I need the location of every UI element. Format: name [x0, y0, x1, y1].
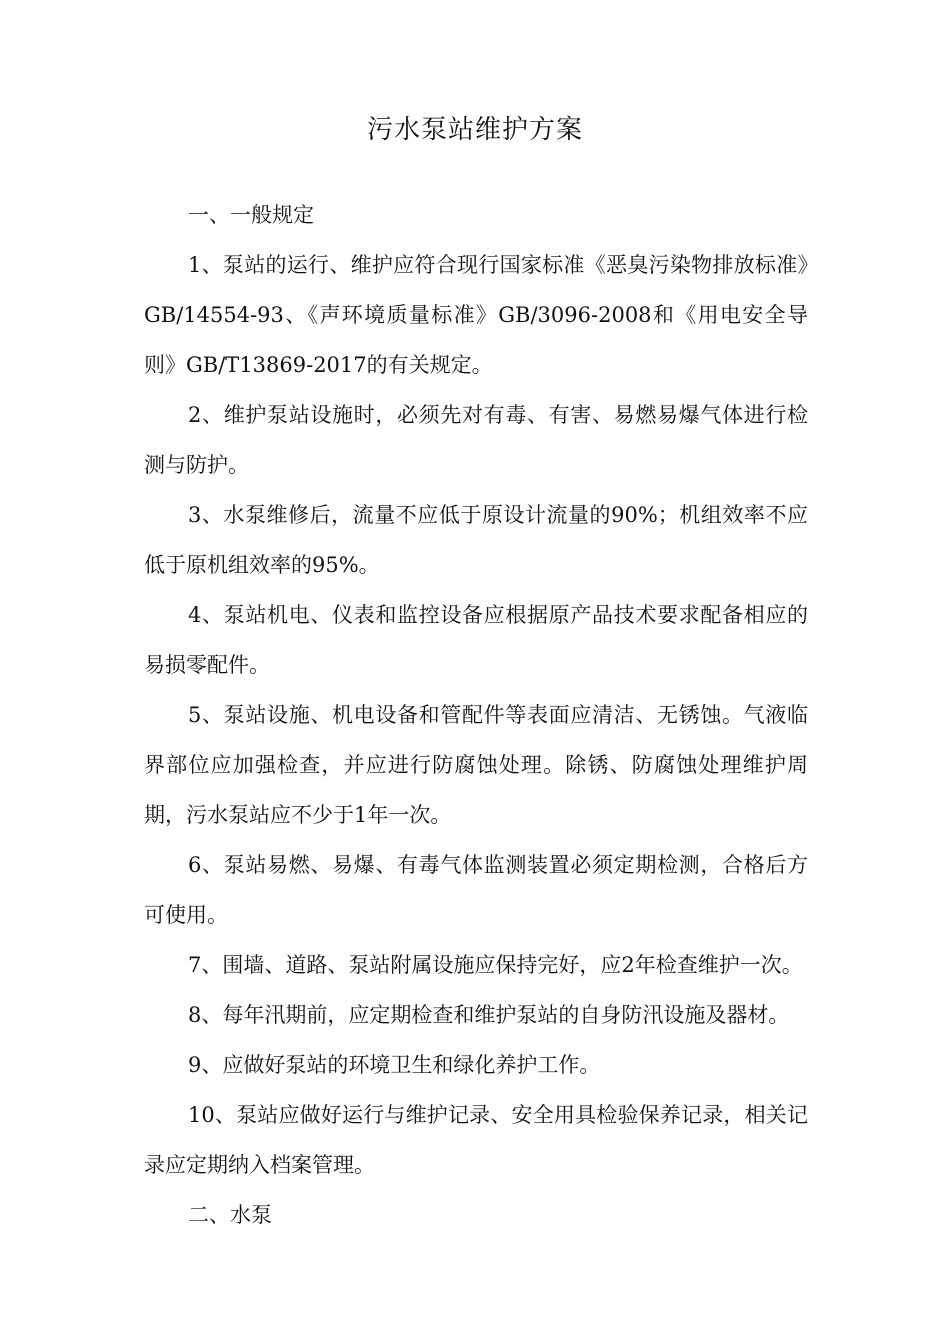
- section-heading-pump: 二、水泵: [188, 1203, 272, 1227]
- paragraph-4: 4、泵站机电、仪表和监控设备应根据原产品技术要求配备相应的易损零配件。: [144, 603, 808, 677]
- paragraph-5: 5、泵站设施、机电设备和管配件等表面应清洁、无锈蚀。气液临界部位应加强检查，并应进行防腐蚀处理。除锈、防腐蚀处理维护周期，污水泵站应不少于1年一次。: [144, 703, 808, 827]
- paragraph-7: 7、围墙、道路、泵站附属设施应保持完好，应2年检查维护一次。: [188, 953, 803, 977]
- paragraph-8: 8、每年汛期前，应定期检查和维护泵站的自身防汛设施及器材。: [188, 1003, 790, 1027]
- paragraph-2: 2、维护泵站设施时，必须先对有毒、有害、易燃易爆气体进行检测与防护。: [144, 403, 808, 477]
- section-heading-general: 一、一般规定: [188, 203, 314, 227]
- paragraph-10: 10、泵站应做好运行与维护记录、安全用具检验保养记录，相关记录应定期纳入档案管理。: [144, 1103, 808, 1177]
- paragraph-1: 1、泵站的运行、维护应符合现行国家标准《恶臭污染物排放标准》GB/14554-93、《声环境质量标准》GB/3096-2008和《用电安全导则》GB/T13869-2017的有关规定。: [144, 253, 808, 377]
- paragraph-9: 9、应做好泵站的环境卫生和绿化养护工作。: [188, 1053, 601, 1077]
- paragraph-3: 3、水泵维修后，流量不应低于原设计流量的90%；机组效率不应低于原机组效率的95%。: [144, 503, 808, 577]
- document-body: [144, 190, 808, 1240]
- page-title: 污水泵站维护方案: [366, 115, 583, 145]
- paragraph-6: 6、泵站易燃、易爆、有毒气体监测装置必须定期检测，合格后方可使用。: [144, 853, 808, 927]
